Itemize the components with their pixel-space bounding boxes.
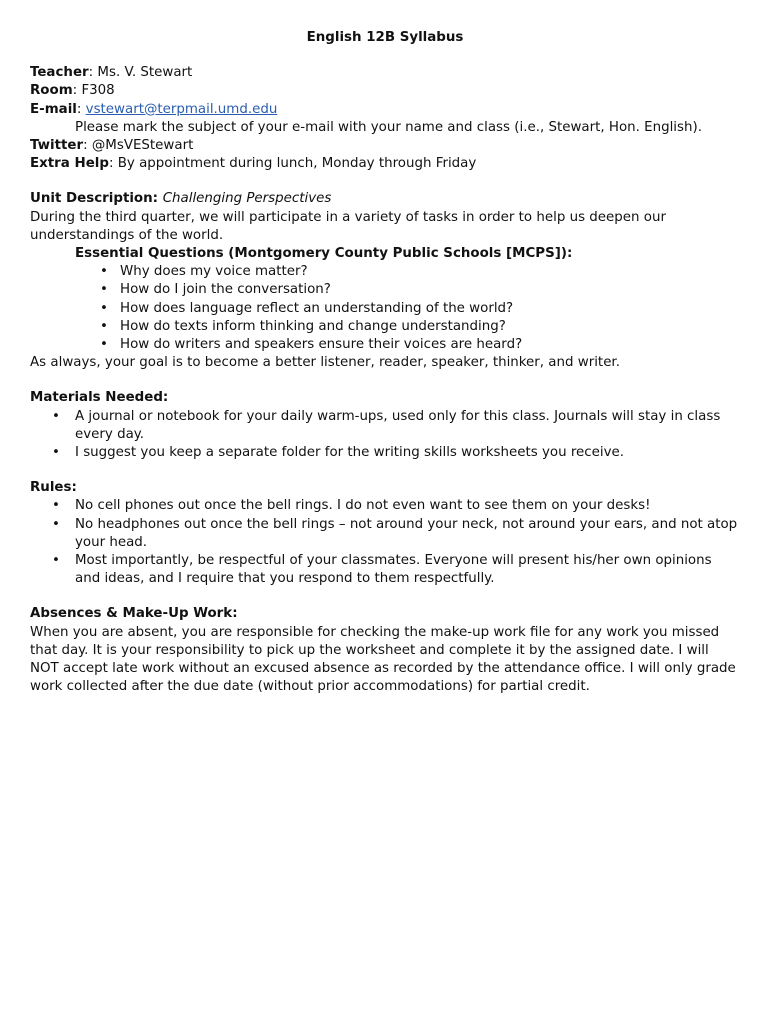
spacer [30,462,740,479]
list-item: • I suggest you keep a separate folder for the writing skills worksheets you receive. [30,444,740,462]
spacer [30,588,740,605]
extra-help-label: Extra Help [30,156,109,172]
materials-list [30,408,740,463]
list-item: • How do texts inform thinking and change understanding? [30,318,740,336]
extra-help-line [30,155,740,173]
list-item: • How do writers and speakers ensure their voices are heard? [30,336,740,354]
spacer [30,372,740,389]
rules-list [30,497,740,588]
room-label: Room [30,83,73,99]
room-value: : F308 [72,83,115,99]
unit-description-section [30,190,740,372]
unit-label: Unit Description: [30,191,163,207]
email-note: Please mark the subject of your e-mail with your name and class (i.e., Stewart, Hon. English). [75,119,702,135]
unit-name: Challenging Perspectives [162,191,332,207]
document-title: English 12B Syllabus [306,30,464,45]
teacher-label: Teacher [30,65,89,81]
extra-help-value: : By appointment during lunch, Monday through Friday [108,156,477,172]
unit-text: During the third quarter, we will participate in a variety of tasks in order to help us deepen our understandings of the world. [30,209,666,243]
twitter-label: Twitter [30,138,84,154]
absences-heading: Absences & Make-Up Work: [30,606,238,622]
list-item: • A journal or notebook for your daily warm-ups, used only for this class. Journals will stay in class every day. [30,408,740,444]
email-separator: : [76,101,86,117]
twitter-value: : @MsVEStewart [83,138,194,154]
list-item: • Most importantly, be respectful of your classmates. Everyone will present his/her own opinions and ideas, and I require that you respond to them respectfully. [30,552,740,588]
teacher-value: : Ms. V. Stewart [88,65,193,81]
list-item: • Why does my voice matter? [30,263,740,281]
list-item: • How does language reflect an understanding of the world? [30,300,740,318]
email-link[interactable]: vstewart@terpmail.umd.edu [85,101,278,117]
teacher-line [30,64,740,82]
materials-section [30,389,740,462]
essential-questions-heading: Essential Questions (Montgomery County Public Schools [MCPS]): [75,246,573,262]
email-label: E-mail [30,101,77,117]
syllabus-page [30,29,740,697]
email-line [30,101,740,119]
rules-section [30,479,740,588]
materials-heading: Materials Needed: [30,390,169,406]
unit-heading [30,190,740,208]
list-item: • No cell phones out once the bell rings. I do not even want to see them on your desks! [30,497,740,515]
list-item: • No headphones out once the bell rings – not around your neck, not around your ears, and not atop your head. [30,516,740,552]
spacer [30,173,740,190]
unit-closing: As always, your goal is to become a better listener, reader, speaker, thinker, and writer. [30,355,620,371]
absences-section [30,605,740,696]
contact-block [30,64,740,173]
list-item: • How do I join the conversation? [30,281,740,299]
rules-heading: Rules: [30,480,77,496]
twitter-line [30,137,740,155]
room-line [30,82,740,100]
essential-questions-list [30,263,740,354]
absences-text: When you are absent, you are responsible for checking the make-up work file for any work you missed that day. It is your responsibility to pick up the worksheet and complete it by the assigned date. I will NOT accept late work without an excused absence as recorded by the attendance office. I will only grade work collected after the due date (without prior accommodations) for partial credit. [30,624,736,695]
